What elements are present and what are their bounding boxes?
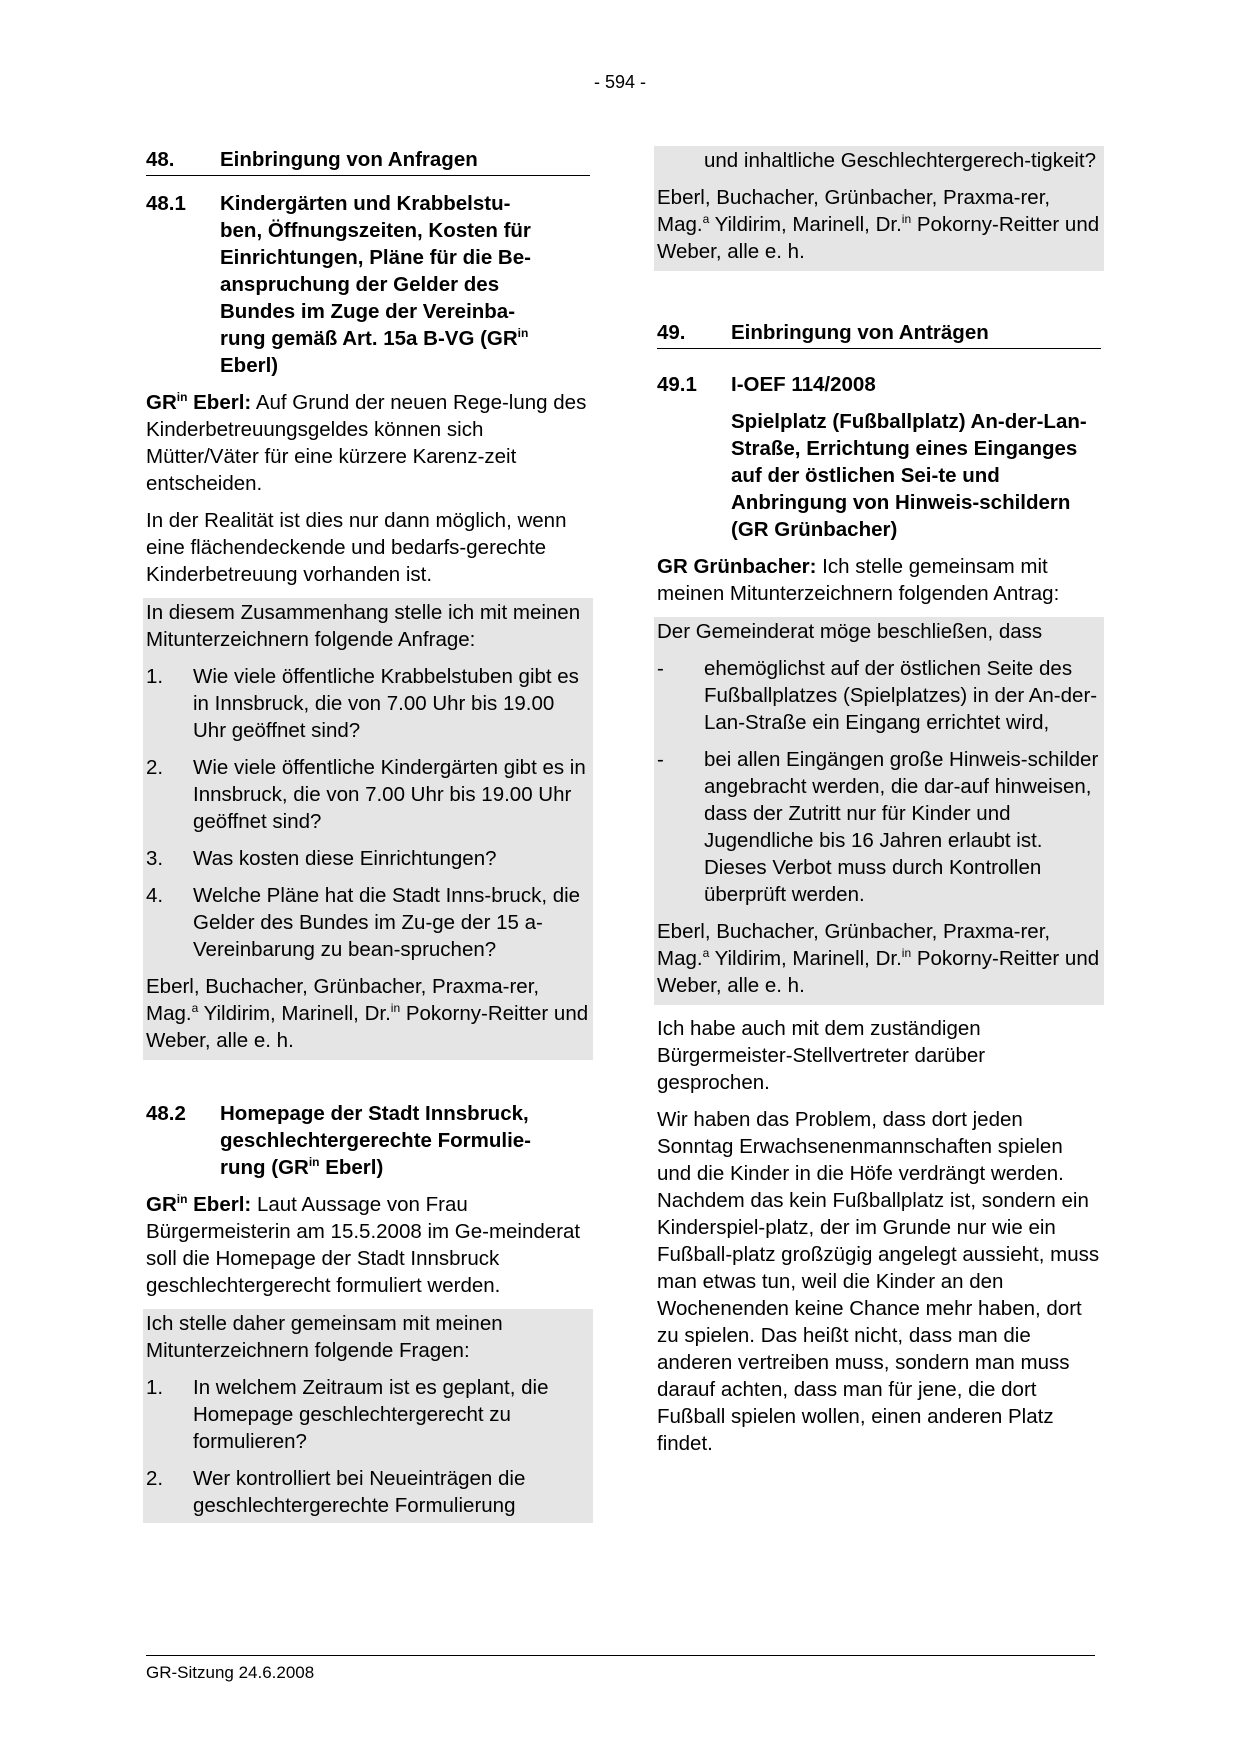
item-title: Spielplatz (Fußballplatz) An-der-Lan-Straße, Errichtung eines Einganges auf der östlichen Sei-te und Anbringung von Hinweis-schildern (GR Grünbacher) — [731, 410, 1087, 541]
footer-divider — [146, 1655, 1095, 1656]
signatures: Eberl, Buchacher, Grünbacher, Praxma-rer, Mag.$^a$ Yildirim, Marinell, Dr.$^{in}$ Pokorny-Reitter und Weber, alle e. h. — [657, 186, 1100, 263]
item-number: 48.2 — [146, 1102, 186, 1125]
inquiry-block — [143, 598, 593, 1060]
signatures: Eberl, Buchacher, Grünbacher, Praxma-rer, Mag.$^a$ Yildirim, Marinell, Dr.$^{in}$ Pokorny-Reitter und Weber, alle e. h. — [146, 975, 589, 1052]
list-item: - bei allen Eingängen große Hinweis-schilder angebracht werden, die dar-auf hinweisen, dass der Zutritt nur für Kinder und Jugendliche bis 16 Jahren erlaubt ist. Dieses Verbot muss durch Kontrollen überprüft werden. — [657, 748, 1099, 906]
paragraph: In der Realität ist dies nur dann möglich, wenn eine flächendeckende und bedarfs-gerechte Kinderbetreuung vorhanden ist. — [146, 509, 567, 586]
footer: GR-Sitzung 24.6.2008 — [146, 1663, 315, 1682]
list-item-continuation: und inhaltliche Geschlechtergerech-tigkeit? — [704, 149, 1097, 172]
paragraph: Ich habe auch mit dem zuständigen Bürgermeister-Stellvertreter darüber gesprochen. — [657, 1017, 986, 1094]
speaker-paragraph: $GR^{in}$ Eberl: Auf Grund der neuen Rege-lung des Kinderbetreuungsgeldes können sich Mütter/Väter für eine kürzere Karenz-zeit entscheiden. — [146, 390, 587, 495]
item-49-1-heading — [657, 371, 1101, 398]
list-item: 1. Wie viele öffentliche Krabbelstuben gibt es in Innsbruck, die von 7.00 Uhr bis 19.00 Uhr geöffnet sind? — [146, 665, 579, 742]
signatures: Eberl, Buchacher, Grünbacher, Praxma-rer, Mag.$^a$ Yildirim, Marinell, Dr.$^{in}$ Pokorny-Reitter und Weber, alle e. h. — [657, 920, 1100, 997]
list-item: 3. Was kosten diese Einrichtungen? — [146, 847, 497, 870]
item-48-2-heading — [146, 1100, 590, 1181]
inquiry-block — [143, 1309, 593, 1523]
right-column — [657, 146, 1101, 1467]
page-number: - 594 - — [593, 72, 647, 92]
list-item: 2. Wie viele öffentliche Kindergärten gibt es in Innsbruck, die von 7.00 Uhr bis 19.00 Uhr geöffnet sind? — [146, 756, 586, 833]
speaker-paragraph: $GR^{in}$ Eberl: Laut Aussage von Frau Bürgermeisterin am 15.5.2008 im Ge-meinderat soll die Homepage der Stadt Innsbruck geschlechtergerecht formuliert werden. — [146, 1192, 581, 1297]
section-48-heading — [146, 146, 590, 176]
item-title: Kindergärten und Krabbelstu- ben, Öffnungszeiten, Kosten für Einrichtungen, Pläne für die Be- anspruchung der Gelder des Bundes im Zuge der Vereinba- rung gemäß Art. 15a B-VG ($GR^{in}$ Eberl) — [220, 192, 531, 377]
list-item: - ehemöglichst auf der östlichen Seite des Fußballplatzes (Spielplatzes) in der An-der-Lan-Straße ein Eingang errichtet wird, — [657, 657, 1098, 734]
speaker-paragraph: GR Grünbacher: Ich stelle gemeinsam mit meinen Mitunterzeichnern folgenden Antrag: — [657, 555, 1060, 605]
motion-intro: Der Gemeinderat möge beschließen, dass — [657, 620, 1043, 643]
item-title: Homepage der Stadt Innsbruck, geschlechtergerechte Formulie- rung ($GR^{in}$ Eberl) — [220, 1102, 532, 1179]
item-number: 48.1 — [146, 192, 186, 215]
list-item: 4. Welche Pläne hat die Stadt Inns-bruck, die Gelder des Bundes im Zu-ge der 15 a-Vereinbarung zu bean-spruchen? — [146, 884, 581, 961]
left-column — [146, 146, 590, 1523]
list-item: 2. Wer kontrolliert bei Neueinträgen die geschlechtergerechte Formulierung — [146, 1467, 526, 1517]
inquiry-block-continued — [654, 146, 1104, 271]
list-item: 1. In welchem Zeitraum ist es geplant, die Homepage geschlechtergerecht zu formulieren? — [146, 1376, 549, 1453]
item-48-1-heading — [146, 190, 590, 379]
motion-block — [654, 617, 1104, 1005]
section-number: 48. — [146, 148, 175, 171]
section-49-heading — [657, 319, 1101, 349]
inquiry-intro: In diesem Zusammenhang stelle ich mit meinen Mitunterzeichnern folgende Anfrage: — [146, 601, 581, 651]
item-number: 49.1 — [657, 373, 697, 396]
inquiry-intro: Ich stelle daher gemeinsam mit meinen Mitunterzeichnern folgende Fragen: — [146, 1312, 503, 1362]
section-title: Einbringung von Anfragen — [220, 148, 478, 171]
paragraph: Wir haben das Problem, dass dort jeden Sonntag Erwachsenenmannschaften spielen und die Kinder in die Höfe verdrängt werden. Nachdem das kein Fußballplatz ist, sondern ein Kinderspiel-platz, der im Grunde nur wie ein Fußball-platz großzügig angelegt aussieht, muss man etwas tun, weil die Kinder an den Wochenenden keine Chance mehr haben, dort zu spielen. Das heißt nicht, dass man die anderen vertreiben muss, sondern man muss darauf achten, dass man für jene, die dort Fußball spielen wollen, einen anderen Platz findet. — [657, 1108, 1100, 1455]
item-code: I-OEF 114/2008 — [731, 373, 876, 396]
section-title: Einbringung von Anträgen — [731, 321, 989, 344]
section-number: 49. — [657, 321, 686, 344]
